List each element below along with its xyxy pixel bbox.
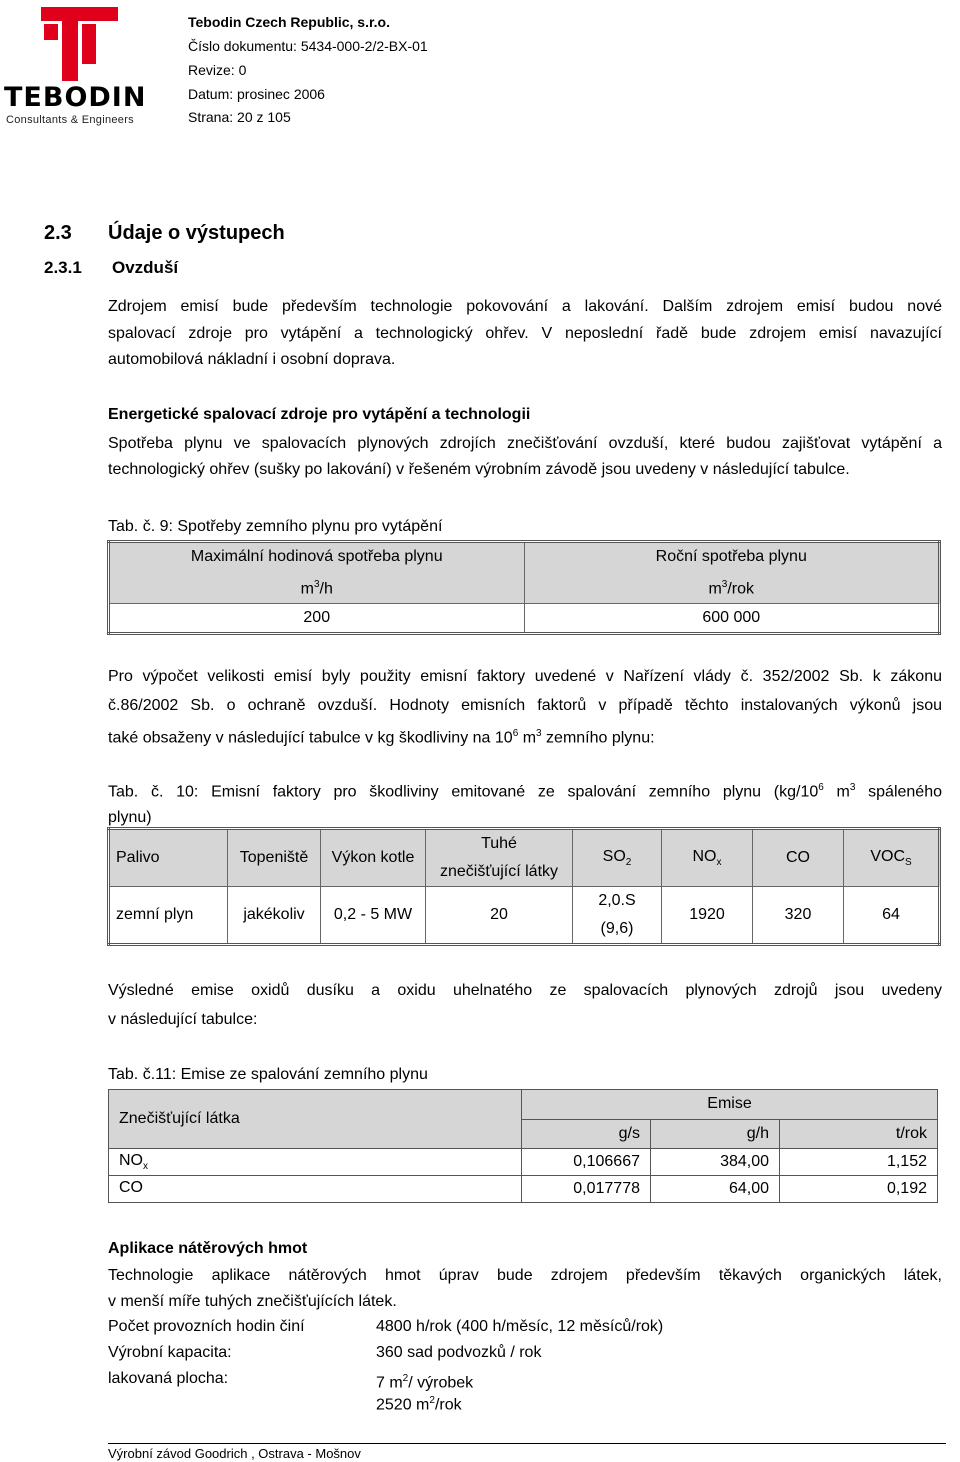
table10-cell-co: 320 <box>753 887 844 945</box>
coatings-heading: Aplikace nátěrových hmot <box>108 1240 308 1257</box>
table11-cell-trok: 1,152 <box>780 1149 938 1176</box>
table11-cell-gh: 64,00 <box>651 1176 780 1203</box>
table9 <box>107 540 941 635</box>
page-row <box>188 109 291 125</box>
logo-name: TEBODIN <box>4 82 147 113</box>
table10-header-co: CO <box>753 829 844 887</box>
area-value-2: 2520 $m^2$/rok <box>376 1395 462 1414</box>
result-line-2: v následující tabulce: <box>108 1010 258 1028</box>
factors-line-2: č.86/2002 Sb. o ochraně ovzduší. Hodnoty emisních faktorů v případě těchto instalovaných výkonů jsou <box>108 696 942 714</box>
table10-cell-so2: 2,0.S (9,6) <box>573 887 662 945</box>
table10-cell-palivo: zemní plyn <box>109 887 228 945</box>
tebodin-t-logo-icon <box>4 4 154 84</box>
table11-cell-pollutant: CO <box>109 1176 522 1203</box>
intro-line-1: Zdrojem emisí bude především technologie pokovování a lakování. Dalším zdrojem emisí budou nové <box>108 298 942 315</box>
table11-header-pollutant: Znečišťující látka <box>109 1090 522 1149</box>
table11-header-gs: g/s <box>522 1119 651 1149</box>
hours-value: 4800 h/rok (400 h/měsíc, 12 měsíců/rok) <box>376 1318 664 1335</box>
coatings-line-1: Technologie aplikace nátěrových hmot úprav bude zdrojem především těkavých organických látek, <box>108 1266 942 1284</box>
table11-cell-pollutant: $NO_x$ <box>109 1149 522 1176</box>
table-row <box>109 1176 938 1203</box>
intro-line-3: automobilová nákladní i osobní doprava. <box>108 351 396 368</box>
factors-line-1: Pro výpočet velikosti emisí byly použity emisní faktory uvedené v Nařízení vlády č. 352/2002 Sb. k zákonu <box>108 668 942 685</box>
date-label: Datum: <box>188 86 234 102</box>
table10-header-topeniste: Topeniště <box>228 829 321 887</box>
table10-header-vykon: Výkon kotle <box>321 829 426 887</box>
subsection-title: Ovzduší <box>112 258 179 277</box>
table11-header-trok: t/rok <box>780 1119 938 1149</box>
section-title: Údaje o výstupech <box>108 222 285 244</box>
table10-caption: Tab. č. 10: Emisní faktory pro škodliviny emitované ze spalování zemního plynu ($kg/10^6$ $m^3$ spáleného plynu) <box>108 775 942 831</box>
table9-header-hourly <box>109 542 525 604</box>
section-number: 2.3 <box>44 222 72 244</box>
company-logo <box>4 4 154 126</box>
company-name: Tebodin Czech Republic, s.r.o. <box>188 14 390 30</box>
table9-value-annual: 600 000 <box>524 604 940 634</box>
table11-header-gh: g/h <box>651 1119 780 1149</box>
table9-value-hourly: 200 <box>109 604 525 634</box>
table10-caption-line-2: plynu) <box>108 808 152 826</box>
table10-cell-tuhe: 20 <box>426 887 573 945</box>
hours-label: Počet provozních hodin činí <box>108 1318 305 1335</box>
doc-number: 5434-000-2/2-BX-01 <box>300 38 428 54</box>
footer-text: Výrobní závod Goodrich , Ostrava - Mošnov <box>108 1446 361 1461</box>
table10-cell-voc: 64 <box>844 887 940 945</box>
table-row <box>109 887 940 945</box>
intro-paragraph <box>108 294 942 374</box>
energy-line-2: technologický ohřev (sušky po lakování) v řešeném výrobním závodě jsou uvedeny v následující tabulce. <box>108 461 850 478</box>
energy-heading: Energetické spalovací zdroje pro vytápění a technologii <box>108 406 531 423</box>
doc-number-row <box>188 38 428 54</box>
table11-header-emise: Emise <box>522 1090 938 1120</box>
page-number: 20 z 105 <box>237 109 291 125</box>
table9-caption: Tab. č. 9: Spotřeby zemního plynu pro vytápění <box>108 518 443 535</box>
logo-subtitle: Consultants & Engineers <box>6 114 134 126</box>
area-label: lakovaná plocha: <box>108 1370 229 1387</box>
revision-row <box>188 62 246 78</box>
table10-header-voc: $VOC_S$ <box>844 829 940 887</box>
table10-header-tuhe: Tuhé znečišťující látky <box>426 829 573 887</box>
capacity-label: Výrobní kapacita: <box>108 1344 232 1361</box>
energy-line-1: Spotřeba plynu ve spalovacích plynových zdrojích znečišťování ovzduší, které budou zajišťovat vytápění a <box>108 434 942 452</box>
result-line-1: Výsledné emise oxidů dusíku a oxidu uhelnatého ze spalovacích plynových zdrojů jsou uvedeny <box>108 982 942 999</box>
result-paragraph <box>108 978 942 1033</box>
date-row <box>188 86 325 102</box>
table10-cell-vykon: 0,2 - 5 MW <box>321 887 426 945</box>
table9-header-annual <box>524 542 940 604</box>
table10-header-nox: $NO_x$ <box>662 829 753 887</box>
table9-header-annual-title: Roční spotřeba plynu <box>655 548 807 565</box>
table9-header-hourly-unit: $m^3/h$ <box>300 579 333 598</box>
factors-line-3: také obsaženy v následující tabulce v kg škodliviny na $10^6$ $m^3$ zemního plynu: <box>108 728 655 747</box>
capacity-value: 360 sad podvozků / rok <box>376 1344 542 1361</box>
table9-header-annual-unit: $m^3$/rok <box>708 579 755 598</box>
table-row <box>109 1149 938 1176</box>
footer-divider <box>108 1443 946 1444</box>
table11-cell-trok: 0,192 <box>780 1176 938 1203</box>
table10-cell-topeniste: jakékoliv <box>228 887 321 945</box>
doc-number-label: Číslo dokumentu: <box>188 38 297 54</box>
table10-header-palivo: Palivo <box>109 829 228 887</box>
table11 <box>108 1089 938 1203</box>
coatings-line-2: v menší míře tuhých znečišťujících látek. <box>108 1293 397 1310</box>
table9-header-hourly-title: Maximální hodinová spotřeba plynu <box>190 548 443 565</box>
date: prosinec 2006 <box>237 86 325 102</box>
table11-cell-gh: 384,00 <box>651 1149 780 1176</box>
page-label: Strana: <box>188 109 234 125</box>
table11-caption: Tab. č.11: Emise ze spalování zemního plynu <box>108 1066 428 1083</box>
table10-cell-nox: 1920 <box>662 887 753 945</box>
coatings-section <box>108 1236 942 1316</box>
revision-label: Revize: <box>188 62 235 78</box>
table10 <box>107 827 941 946</box>
area-value-1: 7 $m^2/$ výrobek <box>376 1373 474 1392</box>
table10-header-so2: $SO_2$ <box>573 829 662 887</box>
subsection-number: 2.3.1 <box>44 258 82 277</box>
revision: 0 <box>238 62 247 78</box>
factors-paragraph <box>108 664 942 752</box>
table11-cell-gs: 0,017778 <box>522 1176 651 1203</box>
intro-line-2: spalovací zdroje pro vytápění a technologický ohřev. V neposlední řadě bude zdrojem emisí navazující <box>108 324 942 342</box>
table11-cell-gs: 0,106667 <box>522 1149 651 1176</box>
energy-section <box>108 402 942 484</box>
